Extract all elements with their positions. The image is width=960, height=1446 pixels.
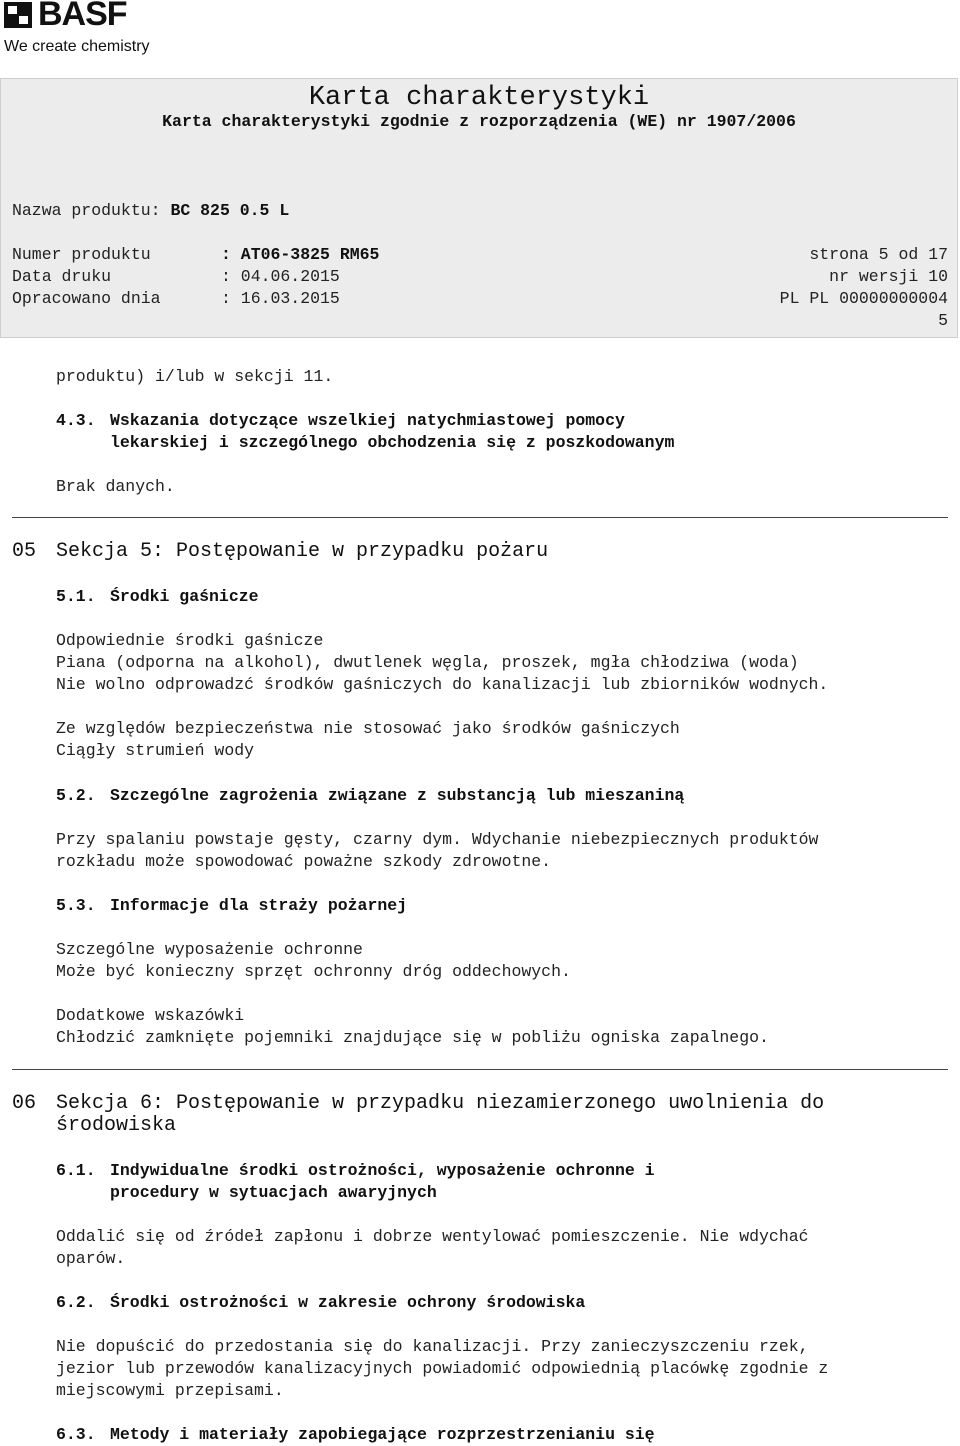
section-6-title: Sekcja 6: Postępowanie w przypadku niezamierzonego uwolnienia do — [56, 1092, 825, 1115]
suitable-media-text: Piana (odporna na alkohol), dwutlenek węgla, proszek, mgła chłodziwa (woda) — [56, 653, 799, 672]
subsection-4-3-number: 4.3. — [56, 411, 96, 430]
subsection-6-3-number: 6.3. — [56, 1425, 96, 1444]
subsection-5-2-title: Szczególne zagrożenia związane z substancją lub mieszaniną — [110, 786, 685, 805]
protective-equipment-text: Może być konieczny sprzęt ochronny dróg oddechowych. — [56, 962, 571, 981]
subsection-4-3-text: Brak danych. — [56, 477, 175, 496]
subsection-5-3-title: Informacje dla straży pożarnej — [110, 896, 408, 915]
product-name-row — [12, 200, 289, 222]
section-divider — [12, 1069, 948, 1070]
unsuitable-media-text: Ciągły strumień wody — [56, 741, 255, 760]
section-divider — [12, 517, 948, 518]
product-number-value: : AT06-3825 RM65 — [221, 245, 380, 264]
subsection-6-2-title: Środki ostrożności w zakresie ochrony środowiska — [110, 1293, 586, 1312]
document-code: PL PL 00000000004 — [779, 289, 948, 308]
print-date-label: Data druku — [12, 267, 112, 286]
brand-tagline: We create chemistry — [4, 38, 150, 55]
special-hazards-text-line2: rozkładu może spowodować poważne szkody zdrowotne. — [56, 852, 552, 871]
environmental-precautions-text-line2: jezior lub przewodów kanalizacyjnych powiadomić odpowiednią placówkę zgodnie z — [56, 1359, 829, 1378]
product-name-value: BC 825 0.5 L — [170, 201, 290, 220]
product-number-label: Numer produktu — [12, 245, 151, 264]
subsection-6-1-title-line2: procedury w sytuacjach awaryjnych — [110, 1183, 437, 1202]
product-name-label: Nazwa produktu: — [12, 201, 161, 220]
additional-advice-label: Dodatkowe wskazówki — [56, 1006, 245, 1025]
subsection-4-3-title-line2: lekarskiej i szczególnego obchodzenia się z poszkodowanym — [110, 433, 675, 452]
revision-date-value: : 16.03.2015 — [221, 289, 340, 308]
version-number: nr wersji 10 — [829, 267, 948, 286]
document-subtitle: Karta charakterystyki zgodnie z rozporządzenia (WE) nr 1907/2006 — [162, 112, 796, 131]
personal-precautions-text: Oddalić się od źródeł zapłonu i dobrze wentylować pomieszczenie. Nie wdychać — [56, 1227, 809, 1246]
personal-precautions-text-line2: oparów. — [56, 1249, 126, 1268]
section-6-title-line2: środowiska — [56, 1114, 177, 1137]
subsection-6-3-title: Metody i materiały zapobiegające rozprzestrzenianiu się — [110, 1425, 655, 1444]
subsection-5-1-title: Środki gaśnicze — [110, 587, 259, 606]
section-6-number: 06 — [12, 1092, 37, 1115]
suitable-media-label: Odpowiednie środki gaśnicze — [56, 631, 324, 650]
basf-logo-icon — [4, 2, 32, 28]
section-5-title: Sekcja 5: Postępowanie w przypadku pożaru — [56, 540, 549, 563]
document-title: Karta charakterystyki — [308, 83, 650, 113]
suitable-media-note: Nie wolno odprowadzć środków gaśniczych do kanalizacji lub zbiorników wodnych. — [56, 675, 829, 694]
subsection-6-1-number: 6.1. — [56, 1161, 96, 1180]
environmental-precautions-text: Nie dopuścić do przedostania się do kanalizacji. Przy zanieczyszczeniu rzek, — [56, 1337, 809, 1356]
subsection-5-1-number: 5.1. — [56, 587, 96, 606]
document-code-suffix: 5 — [938, 311, 948, 330]
unsuitable-media-label: Ze względów bezpieczeństwa nie stosować jako środków gaśniczych — [56, 719, 680, 738]
environmental-precautions-text-line3: miejscowymi przepisami. — [56, 1381, 284, 1400]
protective-equipment-label: Szczególne wyposażenie ochronne — [56, 940, 363, 959]
subsection-5-3-number: 5.3. — [56, 896, 96, 915]
page-counter: strona 5 od 17 — [809, 245, 948, 264]
intro-text: produktu) i/lub w sekcji 11. — [56, 367, 334, 386]
brand-name: BASF — [38, 0, 127, 33]
subsection-4-3-title: Wskazania dotyczące wszelkiej natychmiastowej pomocy — [110, 411, 625, 430]
additional-advice-text: Chłodzić zamknięte pojemniki znajdujące się w pobliżu ogniska zapalnego. — [56, 1028, 769, 1047]
subsection-5-2-number: 5.2. — [56, 786, 96, 805]
subsection-6-2-number: 6.2. — [56, 1293, 96, 1312]
special-hazards-text: Przy spalaniu powstaje gęsty, czarny dym. Wdychanie niebezpiecznych produktów — [56, 830, 819, 849]
print-date-value: : 04.06.2015 — [221, 267, 340, 286]
section-5-number: 05 — [12, 540, 37, 563]
revision-date-label: Opracowano dnia — [12, 289, 161, 308]
subsection-6-1-title: Indywidualne środki ostrożności, wyposażenie ochronne i — [110, 1161, 655, 1180]
